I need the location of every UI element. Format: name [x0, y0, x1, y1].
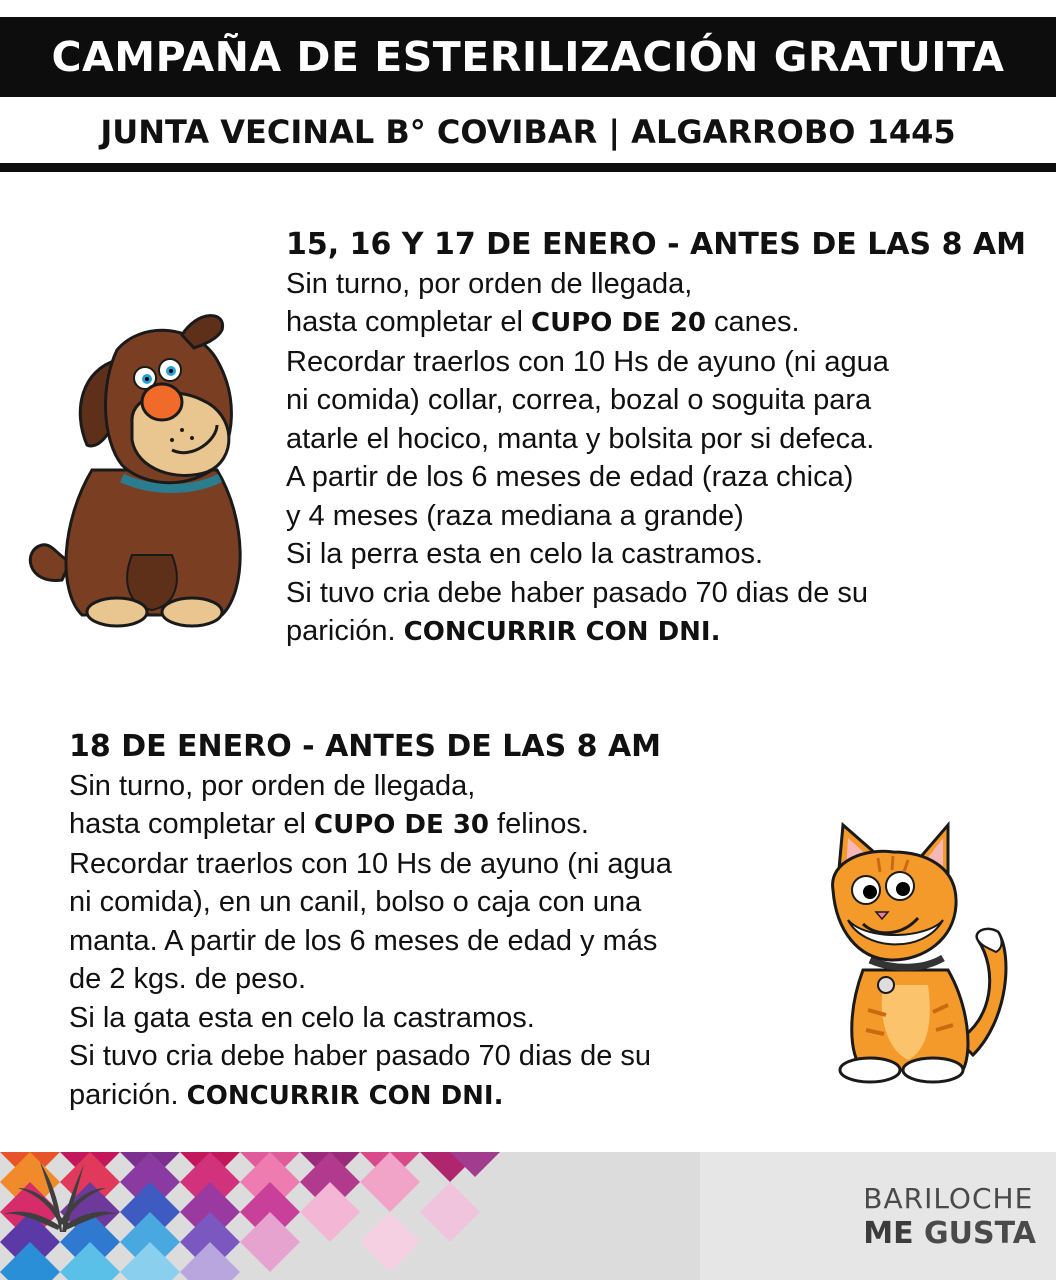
- cat-line-4: ni comida), en un canil, bolso o caja con una: [69, 886, 642, 918]
- dog-line-7: y 4 meses (raza mediana a grande): [286, 499, 744, 532]
- cat-line-9-pre: parición.: [69, 1078, 187, 1111]
- cat-line-2-pre: hasta completar el: [69, 808, 315, 840]
- dog-line-10: [286, 612, 1046, 652]
- cat-illustration: [808, 820, 1014, 1085]
- brand-gusta: GUSTA: [924, 1216, 1036, 1251]
- cat-line-9: [69, 1076, 809, 1116]
- cat-line-8: Si tuvo cria debe haber pasado 70 dias de su: [69, 1040, 652, 1072]
- dog-line-10-pre: parición.: [286, 615, 404, 647]
- cat-line-3: Recordar traerlos con 10 Hs de ayuno (ni agua: [69, 847, 672, 880]
- cat-schedule-heading: 18 DE ENERO - ANTES DE LAS 8 AM: [69, 729, 662, 764]
- cat-line-2-post: felinos.: [489, 808, 589, 840]
- dog-campaign-info: [286, 226, 1046, 652]
- brand-line-2: [863, 1216, 1036, 1252]
- cat-dni-notice: CONCURRIR CON DNI.: [186, 1080, 504, 1111]
- cat-line-2: [69, 805, 809, 845]
- dog-line-4: ni comida) collar, correa, bozal o soguita para: [286, 384, 872, 416]
- dog-illustration: [22, 300, 262, 630]
- cat-line-1: Sin turno, por orden de llegada,: [69, 769, 476, 802]
- brand-me: ME: [863, 1216, 925, 1251]
- dog-line-2: [286, 303, 1046, 343]
- campaign-title: CAMPAÑA DE ESTERILIZACIÓN GRATUITA: [0, 17, 1056, 97]
- dog-quota: CUPO DE 20: [531, 308, 706, 338]
- cat-line-7: Si la gata esta en celo la castramos.: [69, 1001, 535, 1034]
- dog-line-5: atarle el hocico, manta y bolsita por si defeca.: [286, 422, 875, 455]
- cat-line-5: manta. A partir de los 6 meses de edad y más: [69, 924, 658, 957]
- location-subtitle: JUNTA VECINAL B° COVIBAR | ALGARROBO 1445: [100, 113, 956, 151]
- dog-line-1: Sin turno, por orden de llegada,: [286, 267, 693, 300]
- dog-line-2-post: canes.: [706, 306, 800, 338]
- cat-campaign-info: [69, 728, 809, 1115]
- bariloche-brand: [863, 1182, 1036, 1252]
- bariloche-lily-logo-icon: [0, 1152, 120, 1242]
- dog-line-8: Si la perra esta en celo la castramos.: [286, 538, 764, 570]
- dog-line-2-pre: hasta completar el: [286, 306, 532, 338]
- footer-banner: [0, 1152, 1056, 1280]
- cat-line-6: de 2 kgs. de peso.: [69, 963, 306, 995]
- dog-schedule-heading: 15, 16 Y 17 DE ENERO - ANTES DE LAS 8 AM: [286, 227, 1026, 262]
- dog-dni-notice: CONCURRIR CON DNI.: [403, 617, 721, 647]
- dog-line-9: Si tuvo cria debe haber pasado 70 dias de su: [286, 576, 869, 609]
- dog-line-3: Recordar traerlos con 10 Hs de ayuno (ni agua: [286, 345, 889, 378]
- dog-line-6: A partir de los 6 meses de edad (raza chica): [286, 461, 854, 493]
- cat-quota: CUPO DE 30: [314, 810, 489, 840]
- brand-line-1: BARILOCHE: [863, 1182, 1034, 1215]
- header-divider: [0, 163, 1056, 172]
